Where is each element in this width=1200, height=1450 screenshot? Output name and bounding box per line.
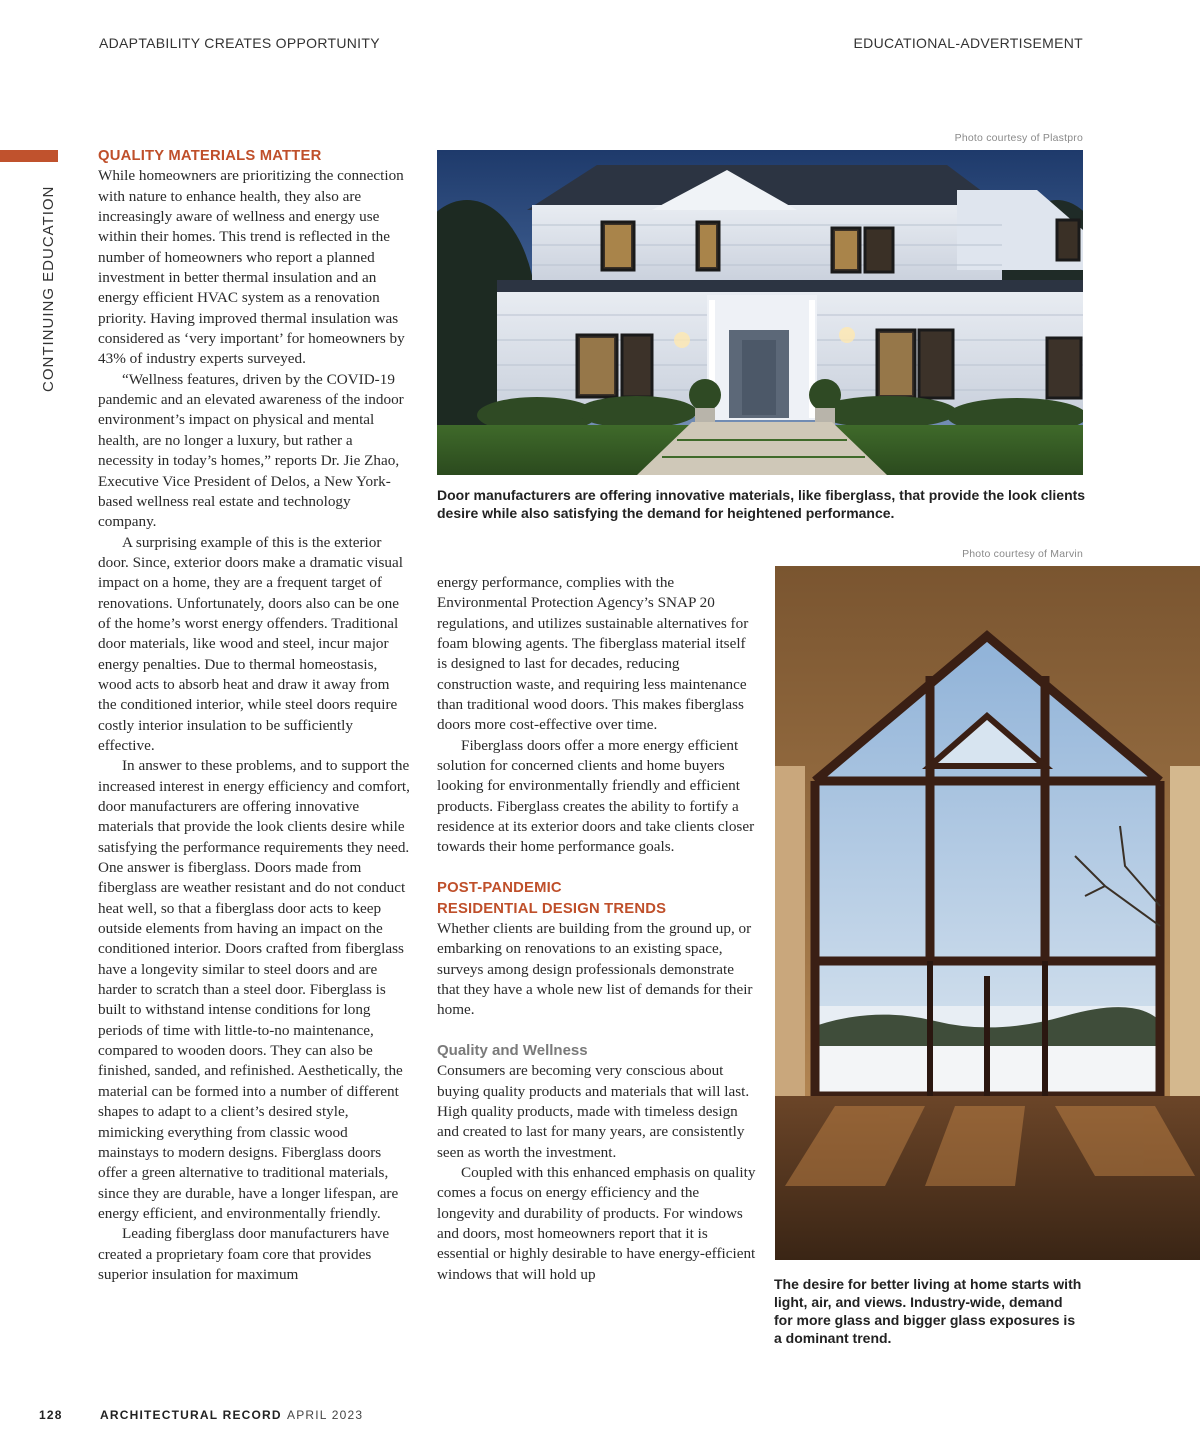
paragraph: Consumers are becoming very conscious about buying quality products and materials that will last. High quality products, made with timeless design and created to last for many years, are consistently seen as worth the investment. [437, 1062, 750, 1161]
paragraph: Leading fiberglass door manufacturers have created a proprietary foam core that provides superior insulation for maximum [98, 1225, 390, 1283]
photo-caption: Door manufacturers are offering innovative materials, like fiberglass, that provide the look clients desire while also satisfying the demand for heightened performance. [437, 487, 1086, 521]
middle-column [437, 573, 757, 1285]
gable-window-photo [775, 566, 1200, 1260]
paragraph: In answer to these problems, and to support the increased interest in energy efficiency and comfort, door manufacturers are offering innovative materials that provide the look clients desire while satisfying the performance requirements they need. One answer is fiberglass. Doors made from fiberglass are weather resistant and do not conduct heat well, so that a fiberglass door acts to keep outside elements from having an impact on the conditioned interior. Doors crafted from fiberglass have a longevity similar to steel doors and are harder to scratch than a steel door. Fiberglass is built to withstand intense conditions for long periods of time with little-to-no maintenance, compared to wooden doors. They can also be finished, sanded, and refinished. Aesthetically, the material can be formed into a number of different shapes to adapt to a client’s desired style, mimicking everything from classic wood mainstays to modern designs. Fiberglass doors offer a green alternative to traditional materials, since they are durable, have a longer lifespan, are energy efficient, and environmentally friendly. [98, 757, 410, 1222]
section-heading-line2: RESIDENTIAL DESIGN TRENDS [437, 900, 667, 917]
section-label: CONTINUING EDUCATION [40, 185, 57, 392]
subheading: Quality and Wellness [437, 1041, 588, 1059]
paragraph: Coupled with this enhanced emphasis on quality comes a focus on energy efficiency and the longevity and durability of products. For windows and doors, most homeowners report that it is essential or highly desirable to have energy-efficient windows that will hold up [437, 1163, 756, 1283]
gable-window-image [775, 566, 1200, 1260]
paragraph: Whether clients are building from the ground up, or embarking on renovations to an existing space, surveys among design professionals demonstrate that they have a whole new list of demands for their home. [437, 919, 753, 1019]
house-exterior-image [437, 150, 1083, 475]
publication-name: ARCHITECTURAL RECORD [100, 1408, 282, 1422]
left-column [98, 146, 410, 1285]
photo-credit: Photo courtesy of Plastpro [954, 132, 1083, 144]
running-head-left: ADAPTABILITY CREATES OPPORTUNITY [99, 35, 380, 51]
section-heading-line1: POST-PANDEMIC [437, 880, 562, 897]
paragraph: “Wellness features, driven by the COVID-19 pandemic and an elevated awareness of the indoor environment’s impact on physical and mental health, are no longer a luxury, but rather a necessity in today’s homes,” reports Dr. Jie Zhao, Executive Vice President of Delos, a New York-based wellness real estate and technology company. [98, 370, 404, 531]
paragraph: While homeowners are prioritizing the connection with nature to enhance health, they also are increasingly aware of wellness and energy use within their homes. This trend is reflected in the number of homeowners who report a planned investment in better thermal insulation and an energy efficient HVAC system as a renovation priority. Having improved thermal insulation was considered as ‘very important’ for homeowners by 43% of industry experts surveyed. [98, 167, 405, 368]
section-marker-bar [0, 150, 58, 162]
page-number: 128 [39, 1408, 63, 1422]
photo-caption: The desire for better living at home starts with light, air, and views. Industry-wide, demand for more glass and bigger glass exposures is a dominant trend. [774, 1276, 1082, 1346]
house-exterior-photo [437, 150, 1083, 475]
photo-credit: Photo courtesy of Marvin [962, 548, 1083, 560]
paragraph: energy performance, complies with the Environmental Protection Agency’s SNAP 20 regulations, and utilizes sustainable alternatives for foam blowing agents. The fiberglass material itself is designed to last for decades, reducing construction waste, and requiring less maintenance than traditional wood doors. This makes fiberglass doors more cost-effective over time. [437, 574, 749, 734]
paragraph: A surprising example of this is the exterior door. Since, exterior doors make a dramatic visual impact on a home, they are a frequent target of renovations. Unfortunately, doors also can be one of the home’s worst energy offenders. Traditional door materials, like wood and steel, incur major energy penalties. Due to thermal homeostasis, wood acts to absorb heat and draw it away from the conditioned interior, while steel doors require costly interior insulation to be sufficiently effective. [98, 533, 403, 754]
paragraph: Fiberglass doors offer a more energy efficient solution for concerned clients and home buyers looking for environmentally friendly and efficient products. Fiberglass creates the ability to fortify a residence at its exterior doors and take clients closer towards their home performance goals. [437, 736, 755, 856]
issue-date: APRIL 2023 [287, 1408, 364, 1422]
section-heading: QUALITY MATERIALS MATTER [98, 148, 322, 164]
running-head-right: EDUCATIONAL-ADVERTISEMENT [853, 35, 1083, 51]
